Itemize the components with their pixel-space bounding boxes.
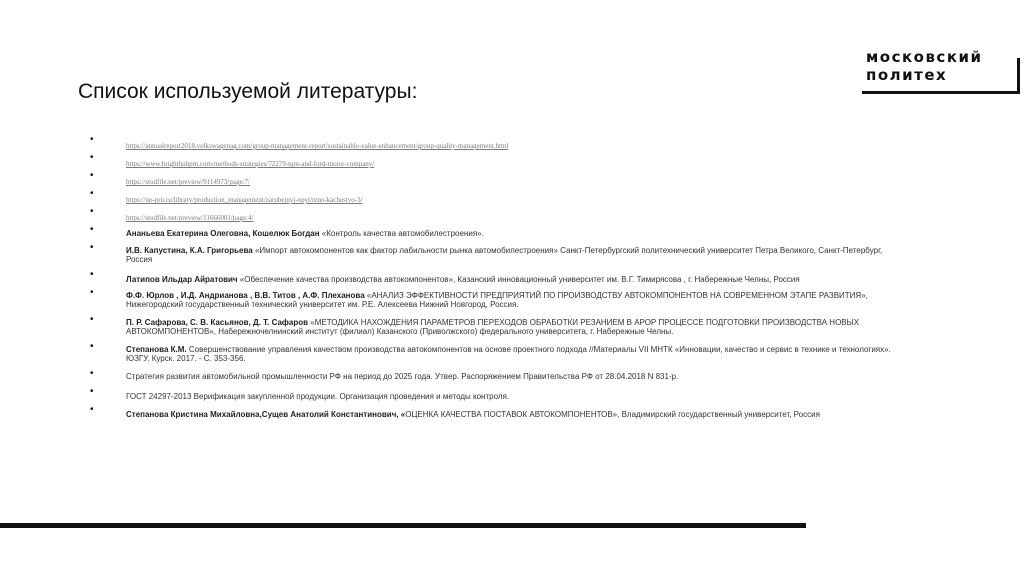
bullet-icon: • [90,188,94,199]
reference-link[interactable]: https://annualreport2018.volkswagenag.com/group-management-report/sustainable-value-enhancement/group-quality-management.html [126,142,509,150]
bullet-icon: • [90,386,94,397]
bullet-icon: • [90,152,94,163]
reference-text [126,159,906,169]
reference-description: ОЦЕНКА КАЧЕСТВА ПОСТАВОК АВТОКОМПОНЕНТОВ», Владимирский государственный университет, Россия [405,410,820,419]
bullet-icon: • [90,404,94,415]
reference-authors: Ананьева Екатерина Олеговна, Кошелюк Богдан [126,229,322,238]
reference-description: Совершенствование управления качеством производства автокомпонентов на основе проектного подхода //Материалы VII МНТК «Инновации, качество и сервис в технике и технологиях». ЮЗГУ. Курск. 2017. - С. 353-356. [126,345,891,363]
reference-authors: И.В. Капустина, К.А. Григорьева [126,246,255,255]
reference-text [126,141,906,151]
reference-text [126,229,906,238]
slide-title: Список используемой литературы: [78,80,418,103]
bullet-icon: • [90,170,94,181]
reference-text [126,345,906,363]
bullet-icon: • [90,341,94,352]
logo-text [866,48,983,84]
reference-link[interactable]: https://www.brighthubpm.com/methods-strategies/72279-tqm-and-ford-motor-company/ [126,160,375,168]
bullet-icon: • [90,287,94,298]
reference-description: «Импорт автокомпонентов как фактор лабильности рынка автомобилестроения» Санкт-Петербургский политехнический университет Петра Великого, Санкт-Петербург, Россия [126,246,883,264]
reference-link[interactable]: https://studfile.net/preview/9114973/page:7/ [126,178,250,186]
reference-authors: Ф.Ф. Юрлов , И.Д. Андрианова , В.В. Титов , А.Ф. Плеханова [126,291,367,300]
reference-text [126,213,906,223]
logo-line-2: политех [866,66,948,84]
bullet-icon: • [90,242,94,253]
bullet-icon: • [90,224,94,235]
reference-text [126,392,906,401]
reference-text [126,318,906,336]
reference-authors: Степанова К.М. [126,345,189,354]
reference-description: ГОСТ 24297-2013 Верификация закупленной продукции. Организация проведения и методы контроля. [126,392,510,401]
bullet-icon: • [90,206,94,217]
bullet-icon: • [90,314,94,325]
bullet-icon: • [90,368,94,379]
reference-text [126,291,906,309]
reference-description: «Контроль качества автомобилестроения». [321,229,484,238]
bullet-icon: • [90,134,94,145]
reference-link[interactable]: https://up-pro.ru/library/production_management/zarubejnyj-opyt/reno-kachestvo-3/ [126,196,363,204]
logo-line-1: московский [866,48,983,66]
reference-authors: Латипов Ильдар Айратович [126,275,240,284]
reference-text [126,195,906,205]
reference-description: Стратегия развития автомобильной промышленности РФ на период до 2025 года. Утвер. Распоряжением Правительства РФ от 28.04.2018 N 831-р. [126,372,679,381]
bullet-icon: • [90,269,94,280]
reference-link[interactable]: https://studfile.net/preview/11666001/page:4/ [126,214,254,222]
reference-text [126,177,906,187]
reference-text [126,246,906,264]
reference-text [126,275,906,284]
reference-description: «АНАЛИЗ ЭФФЕКТИВНОСТИ ПРЕДПРИЯТИЙ ПО ПРОИЗВОДСТВУ АВТОКОМПОНЕНТОВ НА СОВРЕМЕННОМ ЭТАПЕ РАЗВИТИЯ», Нижегородский государственный технический университет им. Р.Е. Алексеева Нижний Новгород, Россия. [126,291,868,309]
reference-authors: Степанова Кристина Михайловна,Сущев Анатолий Константинович, « [126,410,406,419]
reference-authors: П. Р. Сафарова, С. В. Касьянов, Д. Т. Сафаров [126,318,311,327]
bottom-divider-bar [0,523,806,528]
reference-text [126,372,906,381]
reference-text [126,410,906,419]
reference-description: «МЕТОДИКА НАХОЖДЕНИЯ ПАРАМЕТРОВ ПЕРЕХОДОВ ОБРАБОТКИ РЕЗАНИЕМ В АРОР ПРОЦЕССЕ ПОДГОТОВКИ ПРОИЗВОДСТВА НОВЫХ АВТОКОМПОНЕНТОВ», Набережночелнинский институт (филиал) Казанского (Приволжского) федерального университета, г. Набережные Челны. [126,318,860,336]
reference-description: «Обеспечение качества производства автокомпонентов», Казанский инновационный университет им. В.Г. Тимирясова , г. Набережные Челны, Россия [239,275,800,284]
